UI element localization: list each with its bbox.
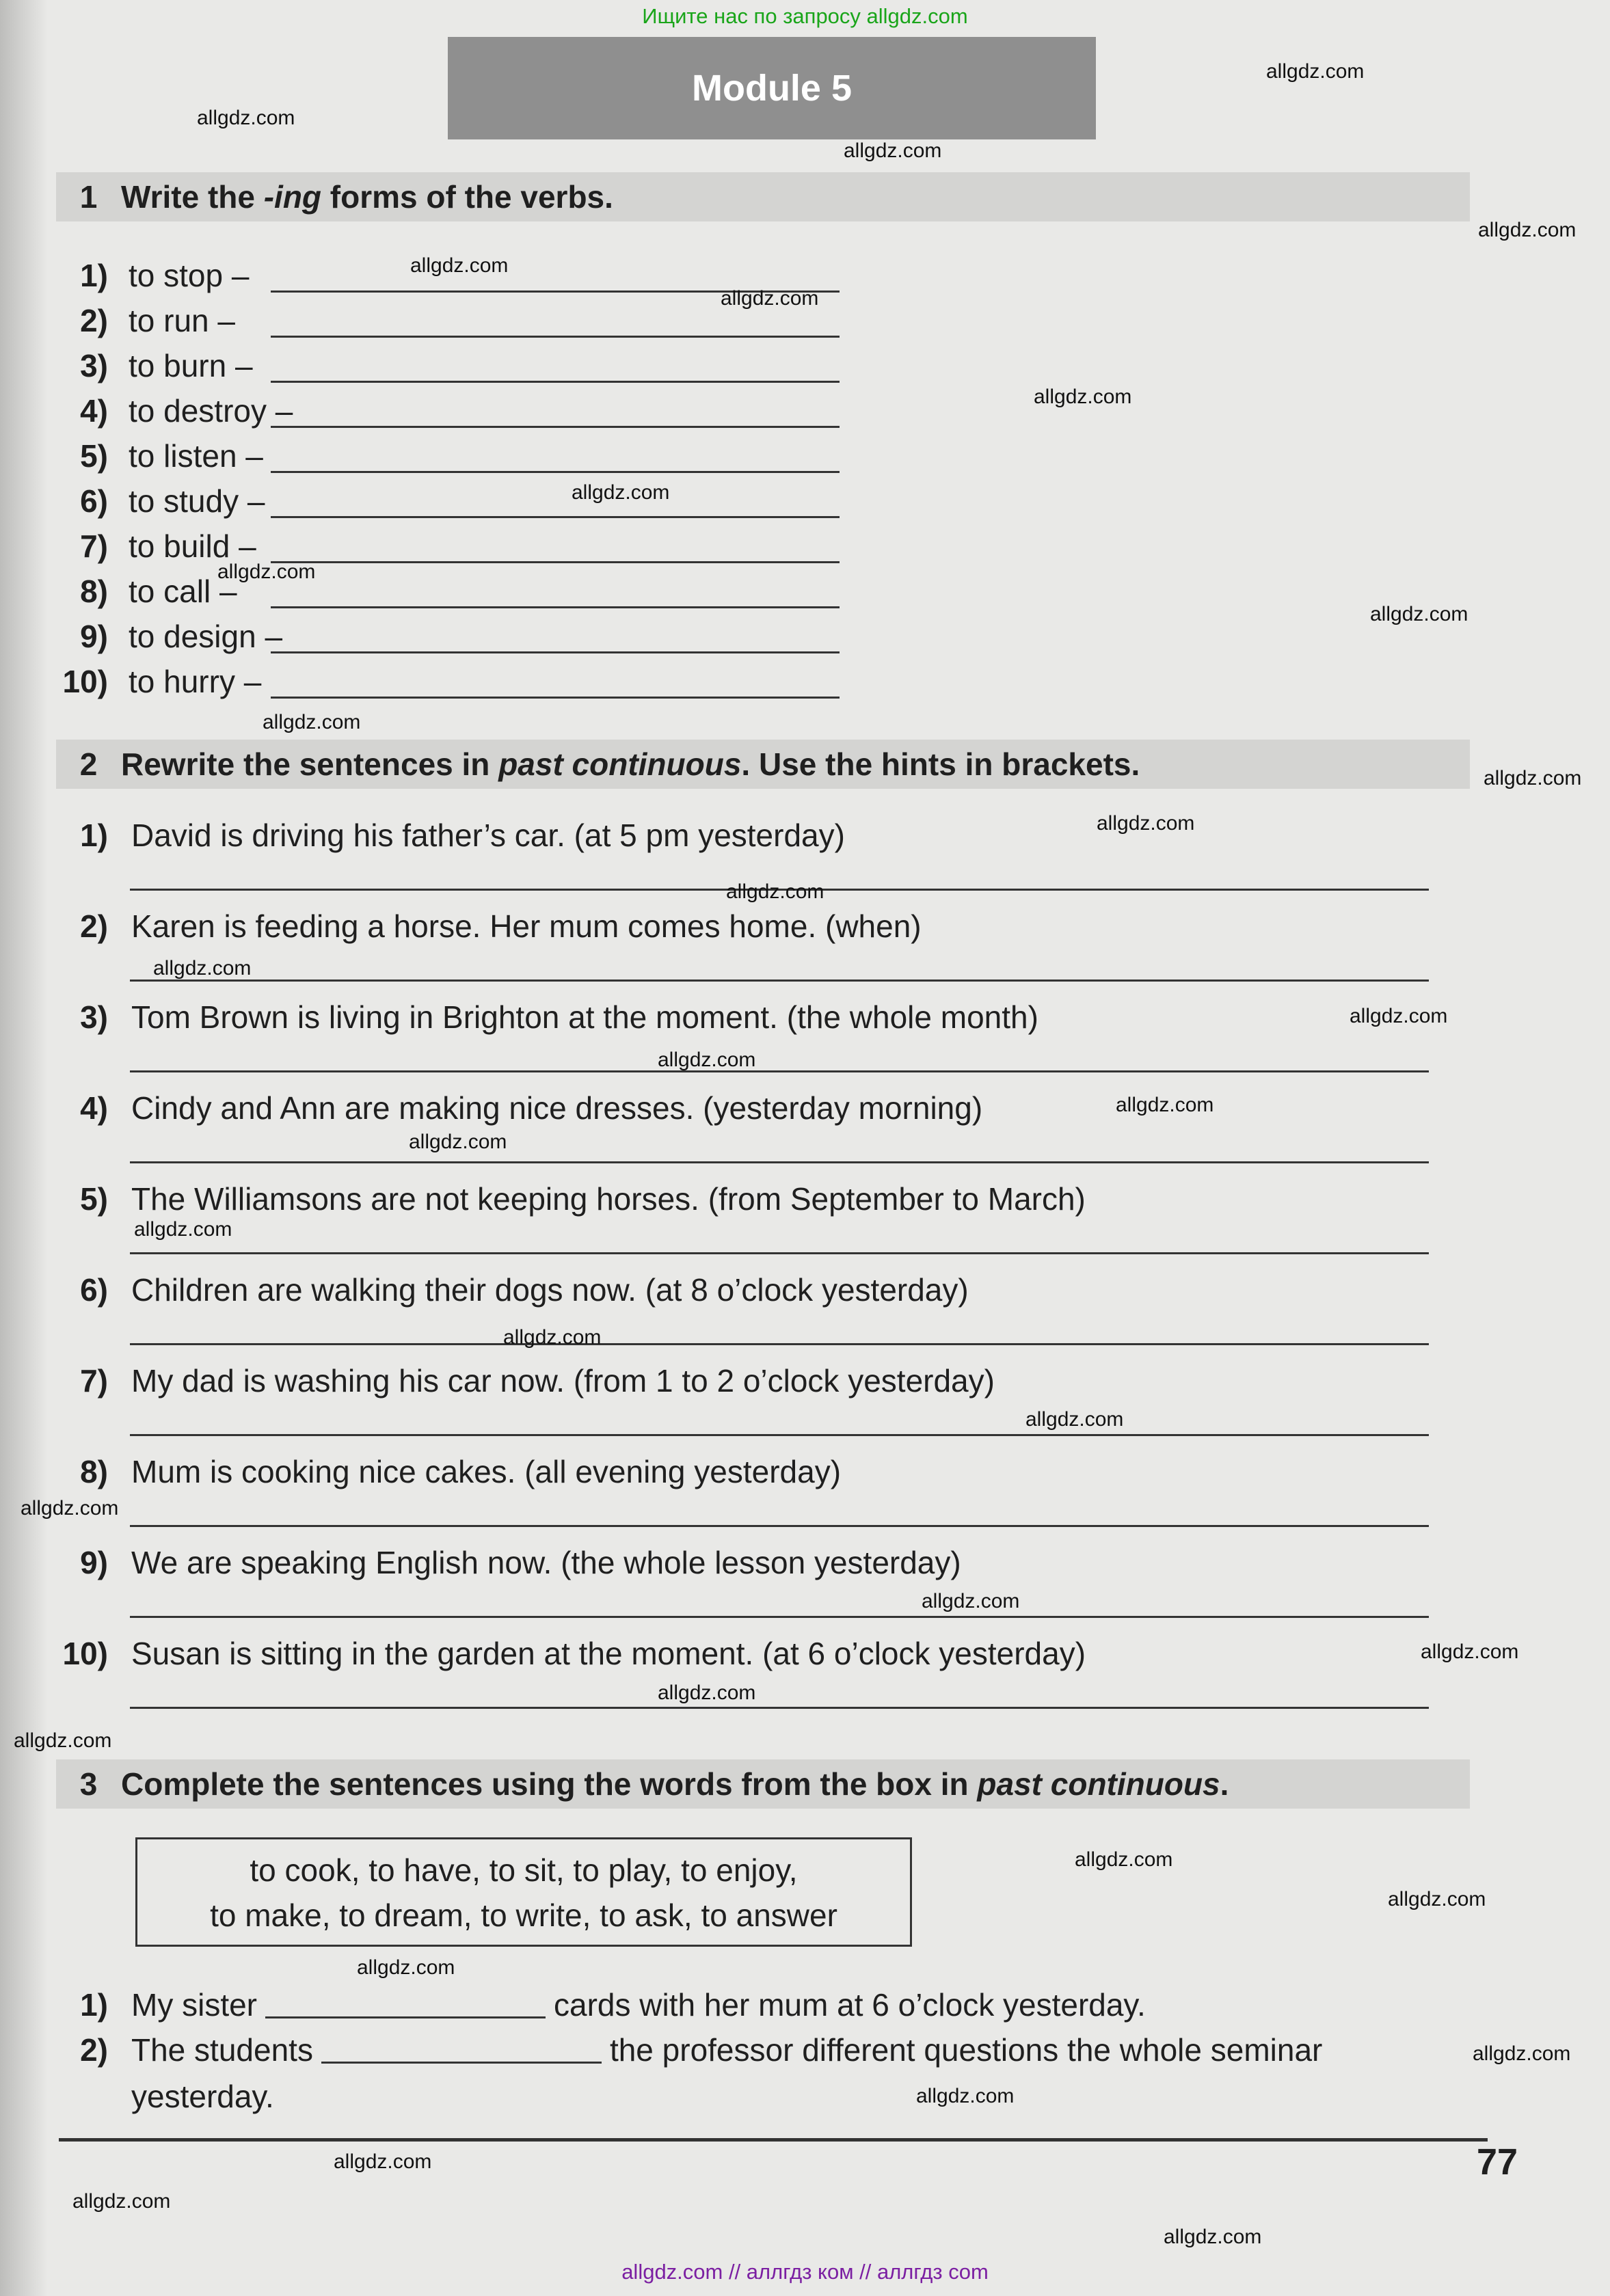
word-box xyxy=(135,1837,912,1947)
task1-item: 2) to run – xyxy=(80,303,235,338)
task2-number: 2 xyxy=(79,746,98,782)
watermark: allgdz.com xyxy=(21,1497,119,1520)
watermark: allgdz.com xyxy=(658,1049,756,1071)
answer-line[interactable] xyxy=(130,1707,1429,1709)
task1-number: 1 xyxy=(79,179,98,215)
page-edge-shadow xyxy=(0,0,48,2296)
watermark: allgdz.com xyxy=(357,1956,455,1979)
answer-line[interactable] xyxy=(271,561,840,563)
word-box-line: to make, to dream, to write, to ask, to answer xyxy=(210,1897,837,1933)
answer-line[interactable] xyxy=(130,1161,1429,1163)
footer-rule xyxy=(59,2138,1488,2142)
task1-item: 1) to stop – xyxy=(80,258,250,293)
task2-sentence: 6) Children are walking their dogs now. (at 8 o’clock yesterday) xyxy=(80,1272,969,1308)
watermark: allgdz.com xyxy=(844,139,942,162)
answer-line[interactable] xyxy=(271,606,840,608)
watermark: allgdz.com xyxy=(197,107,295,129)
watermark: allgdz.com xyxy=(658,1682,756,1704)
watermark: allgdz.com xyxy=(1116,1094,1214,1116)
answer-line[interactable] xyxy=(130,1434,1429,1436)
watermark: allgdz.com xyxy=(409,1131,507,1153)
watermark: allgdz.com xyxy=(72,2190,171,2213)
watermark: allgdz.com xyxy=(153,957,252,980)
task1-item: 5) to listen – xyxy=(80,438,263,474)
answer-line[interactable] xyxy=(130,1343,1429,1345)
task3-sentence: 2) The students the professor different questions the whole seminar xyxy=(80,2032,1323,2068)
watermark: allgdz.com xyxy=(922,1590,1020,1612)
watermark: allgdz.com xyxy=(503,1326,602,1349)
answer-line[interactable] xyxy=(271,381,840,383)
answer-line[interactable] xyxy=(130,1252,1429,1254)
answer-line[interactable] xyxy=(130,1616,1429,1618)
answer-line[interactable] xyxy=(130,980,1429,982)
watermark: allgdz.com xyxy=(1478,219,1577,241)
task1-item: 7) to build – xyxy=(80,528,256,564)
task3-sentence-continuation: yesterday. xyxy=(131,2079,274,2114)
watermark: allgdz.com xyxy=(334,2150,432,2173)
task3-header xyxy=(56,1759,1470,1809)
task1-item: 10) to hurry – xyxy=(62,664,262,699)
watermark: allgdz.com xyxy=(1025,1408,1124,1431)
answer-line[interactable] xyxy=(271,471,840,473)
watermark: allgdz.com xyxy=(721,287,819,310)
task2-sentence: 5) The Williamsons are not keeping horses. (from September to March) xyxy=(80,1181,1086,1217)
answer-line[interactable] xyxy=(271,651,840,653)
watermark: allgdz.com xyxy=(1473,2042,1571,2065)
watermark: allgdz.com xyxy=(726,880,824,903)
answer-line[interactable] xyxy=(130,1525,1429,1527)
page-number: 77 xyxy=(1477,2142,1518,2183)
watermark: allgdz.com xyxy=(1370,603,1468,625)
watermark: allgdz.com xyxy=(1388,1888,1486,1910)
answer-blank[interactable] xyxy=(321,2031,602,2064)
task1-title: Write the -ing forms of the verbs. xyxy=(121,179,613,215)
task1-item: 9) to design – xyxy=(80,619,283,654)
watermark: allgdz.com xyxy=(134,1218,232,1241)
watermark: allgdz.com xyxy=(263,711,361,733)
answer-line[interactable] xyxy=(271,516,840,518)
task1-item: 3) to burn – xyxy=(80,348,253,383)
task3-sentence: 1) My sister cards with her mum at 6 o’clock yesterday. xyxy=(80,1987,1146,2023)
watermark: allgdz.com xyxy=(916,2085,1015,2107)
task1-header xyxy=(56,172,1470,221)
word-box-line: to cook, to have, to sit, to play, to enjoy, xyxy=(250,1852,798,1888)
watermark: allgdz.com xyxy=(1421,1640,1519,1663)
task2-sentence: 2) Karen is feeding a horse. Her mum comes home. (when) xyxy=(80,908,922,944)
task1-item: 8) to call – xyxy=(80,573,237,609)
task3-title: Complete the sentences using the words from the box in past continuous. xyxy=(121,1766,1229,1802)
watermark: allgdz.com xyxy=(1164,2226,1262,2248)
task2-sentence: 9) We are speaking English now. (the whole lesson yesterday) xyxy=(80,1545,961,1580)
task3-number: 3 xyxy=(79,1766,98,1802)
watermark: allgdz.com xyxy=(1266,60,1365,83)
answer-line[interactable] xyxy=(271,426,840,428)
module-title: Module 5 xyxy=(448,37,1096,139)
task2-sentence: 1) David is driving his father’s car. (at 5 pm yesterday) xyxy=(80,818,845,853)
watermark: allgdz.com xyxy=(1075,1848,1173,1871)
watermark: allgdz.com xyxy=(14,1729,112,1752)
task2-sentence: 3) Tom Brown is living in Brighton at the moment. (the whole month) xyxy=(80,999,1038,1035)
task2-sentence: 7) My dad is washing his car now. (from 1 to 2 o’clock yesterday) xyxy=(80,1363,995,1399)
task2-title: Rewrite the sentences in past continuous. Use the hints in brackets. xyxy=(121,746,1140,782)
task1-item: 6) to study – xyxy=(80,483,265,519)
watermark: allgdz.com xyxy=(217,561,316,583)
watermark: allgdz.com xyxy=(1034,386,1132,408)
watermark: allgdz.com xyxy=(410,254,509,277)
watermark: allgdz.com xyxy=(1484,767,1582,789)
answer-blank[interactable] xyxy=(265,1986,546,2018)
answer-line[interactable] xyxy=(130,1070,1429,1072)
answer-line[interactable] xyxy=(271,697,840,699)
task2-header xyxy=(56,740,1470,789)
task2-sentence: 10) Susan is sitting in the garden at the moment. (at 6 o’clock yesterday) xyxy=(62,1636,1086,1671)
bottom-site-note: allgdz.com // аллгдз ком // аллгдз com xyxy=(621,2260,989,2284)
watermark: allgdz.com xyxy=(1097,812,1195,835)
top-search-note: Ищите нас по запросу allgdz.com xyxy=(642,4,968,28)
task1-item: 4) to destroy – xyxy=(80,393,293,429)
task2-sentence: 8) Mum is cooking nice cakes. (all evening yesterday) xyxy=(80,1454,842,1489)
watermark: allgdz.com xyxy=(572,481,670,504)
watermark: allgdz.com xyxy=(1350,1005,1448,1027)
task2-sentence: 4) Cindy and Ann are making nice dresses. (yesterday morning) xyxy=(80,1090,983,1126)
answer-line[interactable] xyxy=(271,336,840,338)
